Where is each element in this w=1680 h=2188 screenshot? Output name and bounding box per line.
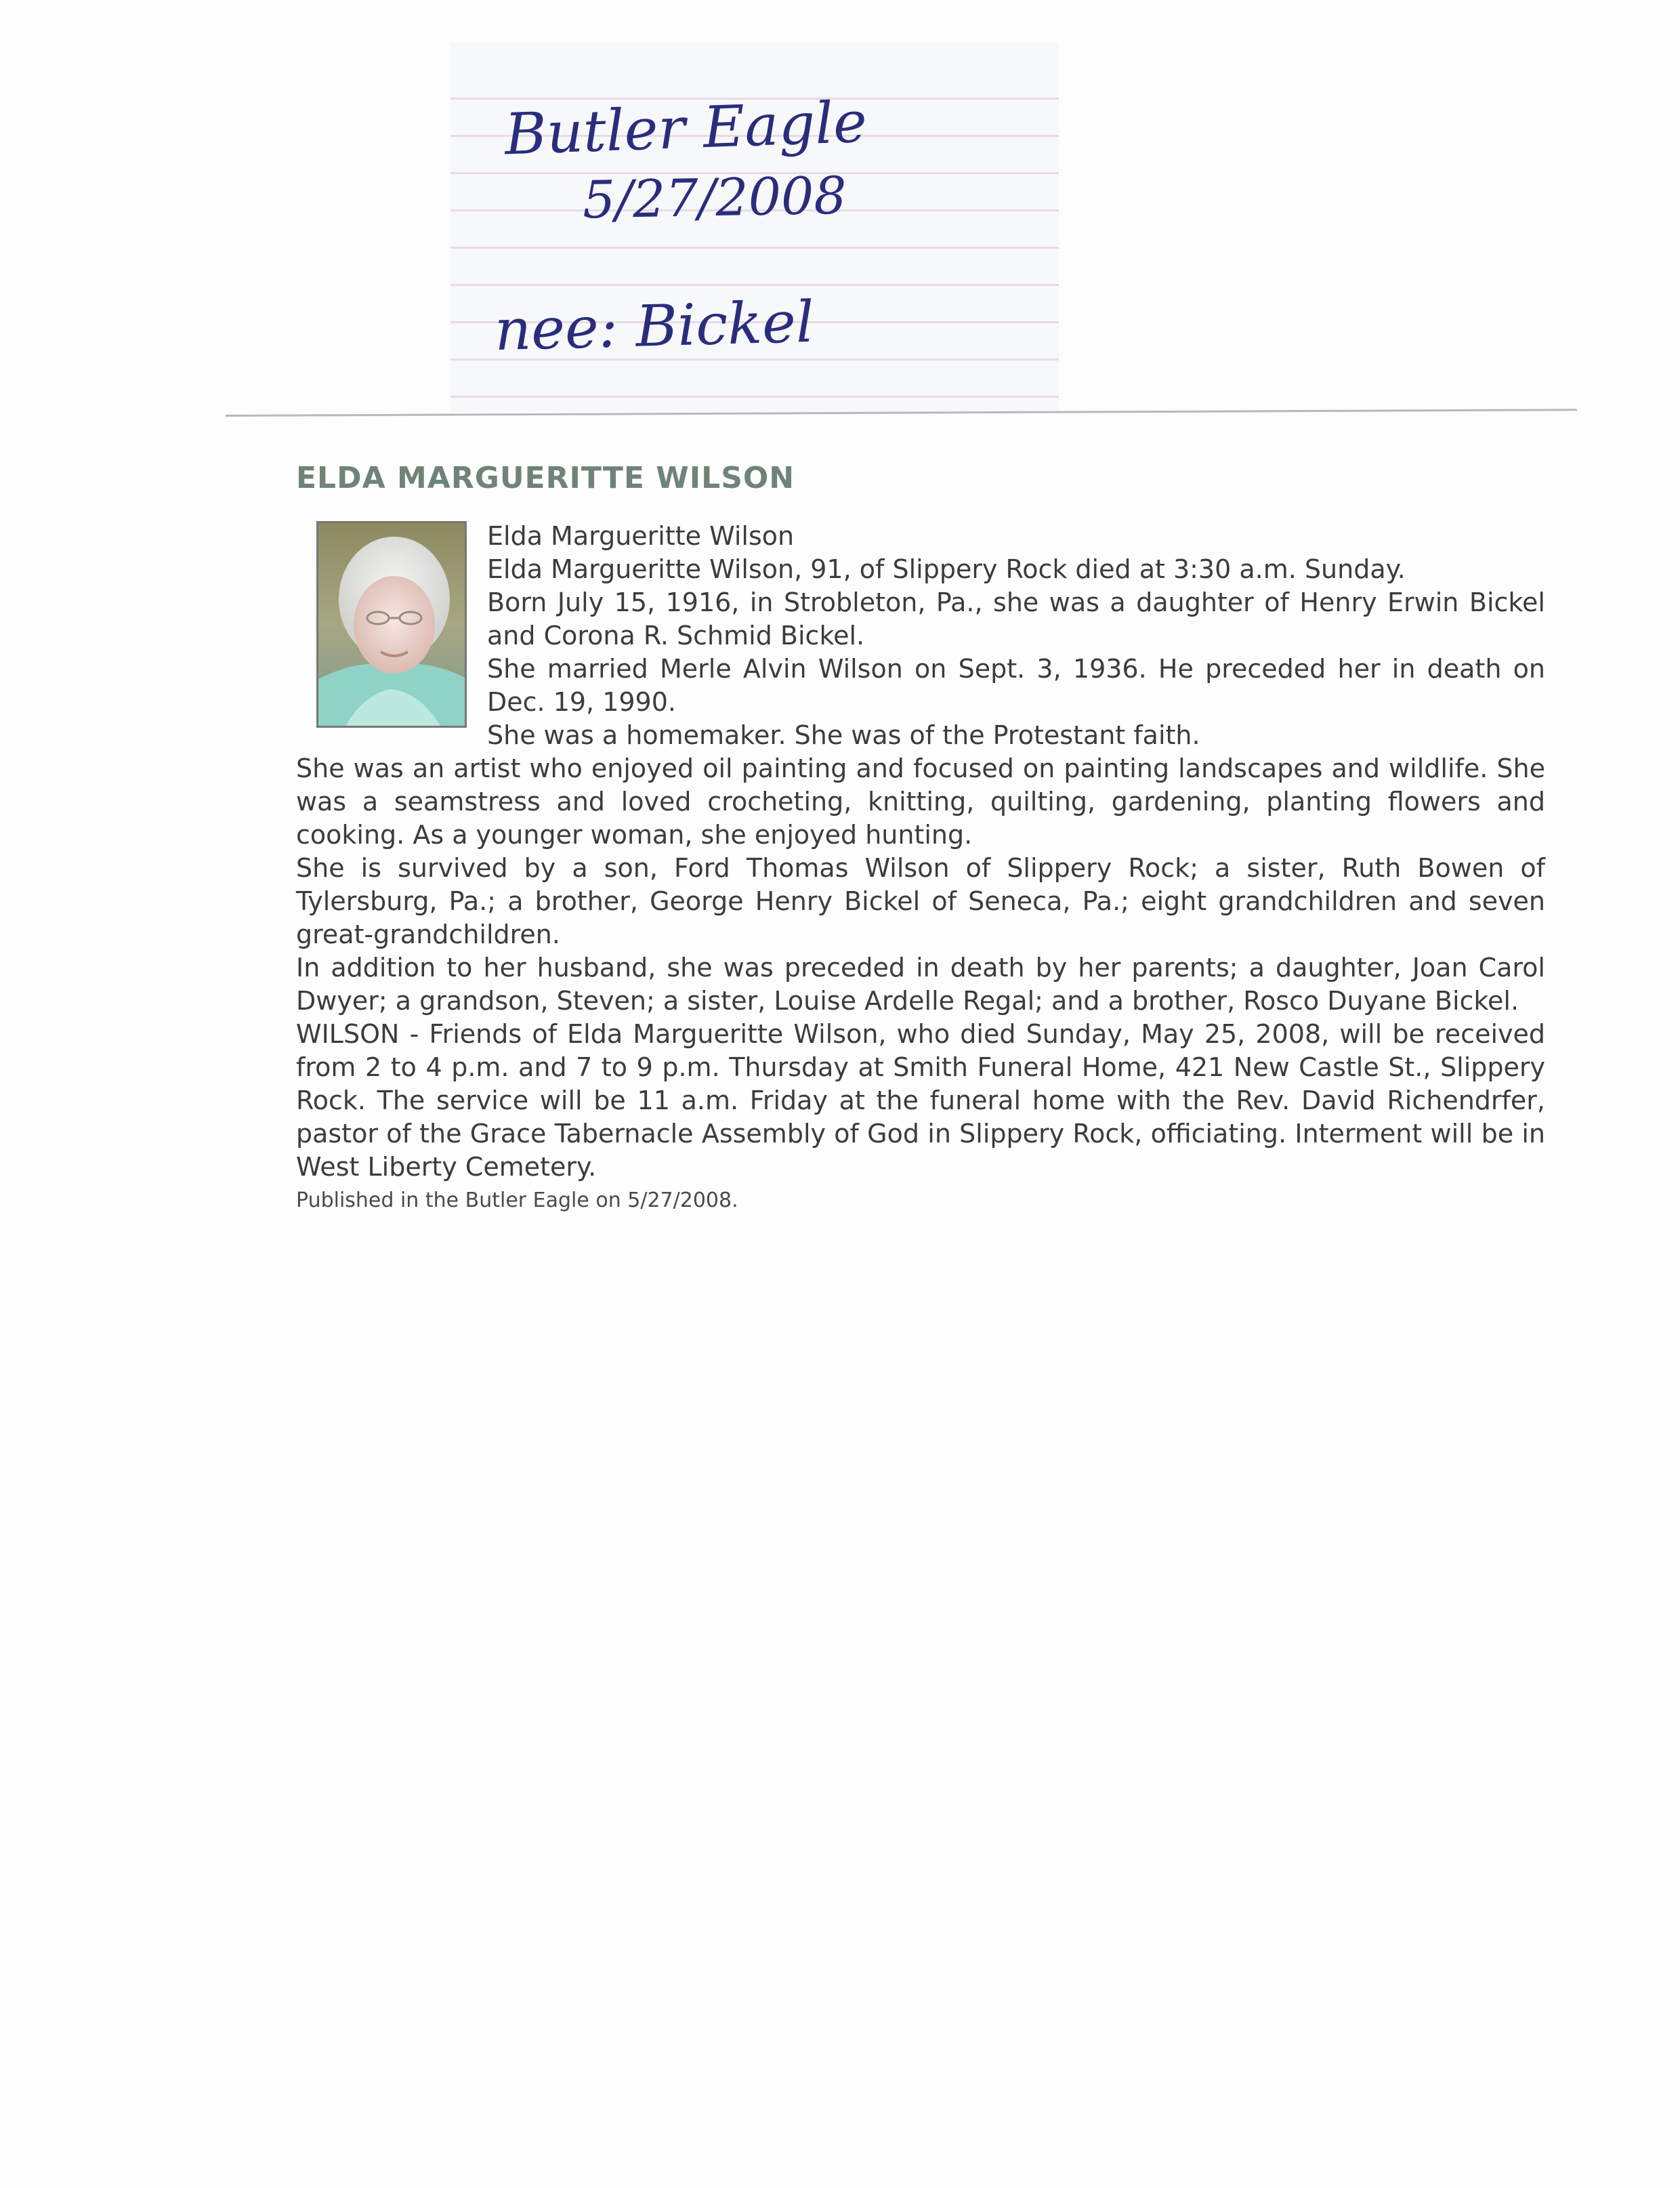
obituary-clipping (296, 461, 1545, 1216)
obituary-paragraph: In addition to her husband, she was preceded in death by her parents; a daughter, Joan Carol Dwyer; a grandson, Steven; a sister, Louise Ardelle Regal; and a brother, Rosco Duyane Bickel. (296, 953, 1545, 1016)
obituary-paragraph: She is survived by a son, Ford Thomas Wilson of Slippery Rock; a sister, Ruth Bowen of Tylersburg, Pa.; a brother, George Henry Bickel of Seneca, Pa.; eight grandchildren and seven great-grandchildren. (296, 853, 1545, 949)
obituary-title: ELDA MARGUERITTE WILSON (296, 461, 795, 495)
handwritten-newspaper-name: Butler Eagle (503, 88, 868, 168)
handwritten-index-card (450, 42, 1059, 412)
portrait-photo-icon (316, 521, 467, 728)
handwritten-maiden-name: nee: Bickel (493, 288, 815, 364)
obituary-paragraph: She was a homemaker. She was of the Protestant faith. (487, 720, 1200, 750)
obituary-paragraph: WILSON - Friends of Elda Margueritte Wilson, who died Sunday, May 25, 2008, will be received from 2 to 4 p.m. and 7 to 9 p.m. Thursday at Smith Funeral Home, 421 New Castle St., Slippery Rock. The service will be 11 a.m. Friday at the funeral home with the Rev. David Richendrfer, pastor of the Grace Tabernacle Assembly of God in Slippery Rock, officiating. Interment will be in West Liberty Cemetery. (296, 1019, 1545, 1182)
obituary-paragraph: Born July 15, 1916, in Strobleton, Pa., she was a daughter of Henry Erwin Bickel and Corona R. Schmid Bickel. (487, 587, 1545, 651)
obituary-paragraph: Elda Margueritte Wilson (487, 521, 795, 551)
handwritten-date: 5/27/2008 (582, 165, 847, 230)
obituary-body (296, 520, 1545, 1184)
obituary-paragraph: She was an artist who enjoyed oil painting and focused on painting landscapes and wildlife. She was a seamstress and loved crocheting, knitting, quilting, gardening, planting flowers and cooking. As a younger woman, she enjoyed hunting. (296, 754, 1545, 850)
obituary-paragraph: She married Merle Alvin Wilson on Sept. 3, 1936. He preceded her in death on Dec. 19, 1990. (487, 654, 1545, 717)
publication-note: Published in the Butler Eagle on 5/27/2008. (296, 1189, 738, 1212)
obituary-paragraph: Elda Margueritte Wilson, 91, of Slippery Rock died at 3:30 a.m. Sunday. (487, 554, 1406, 584)
